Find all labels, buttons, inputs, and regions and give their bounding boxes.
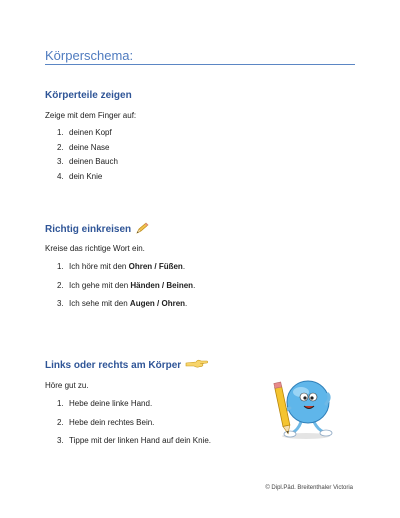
pencil-icon: [135, 222, 149, 237]
item-punctuation: .: [182, 262, 186, 271]
item-number: 3.: [57, 299, 64, 308]
list-item: [57, 418, 211, 437]
list-item: [57, 128, 118, 143]
item-text: dein Knie: [69, 171, 103, 181]
item-number: 3.: [57, 157, 64, 166]
section-heading-links-rechts: [45, 358, 209, 373]
item-text: Hebe dein rechtes Bein.: [69, 417, 155, 427]
item-punctuation: .: [193, 280, 196, 290]
list-item: [57, 436, 211, 455]
list-item: [57, 262, 195, 281]
item-number: 2.: [57, 142, 64, 152]
word-choice: Ohren / Füßen: [128, 262, 183, 271]
list-item: [57, 281, 195, 300]
list-item: [57, 299, 195, 318]
item-number: 3.: [57, 436, 64, 445]
copyright-footer: © Dipl.Päd. Breitenthaler Victoria: [265, 485, 353, 491]
list-item: [57, 399, 211, 418]
section-heading-text: Links oder rechts am Körper: [45, 360, 182, 371]
page-title: Körperschema:: [45, 48, 134, 63]
item-text: Hebe deine linke Hand.: [69, 399, 153, 408]
item-number: 4.: [57, 171, 64, 181]
item-number: 2.: [57, 280, 64, 290]
item-number: 2.: [57, 417, 64, 427]
section-heading-text: Körperteile zeigen: [45, 90, 132, 101]
exercise-list-3: [57, 399, 211, 455]
item-punctuation: .: [185, 299, 188, 308]
section-heading-koerperteile: [45, 90, 132, 101]
section-intro: Höre gut zu.: [45, 381, 89, 390]
item-text: Ich höre mit den: [69, 262, 129, 271]
item-text: Ich gehe mit den: [69, 280, 131, 290]
section-heading-text: Richtig einkreisen: [45, 224, 132, 235]
section-intro: Zeige mit dem Finger auf:: [45, 111, 137, 120]
item-text: Ich sehe mit den: [69, 299, 130, 308]
item-text: deinen Kopf: [69, 128, 112, 137]
cartoon-pencil-mascot-icon: [268, 372, 338, 447]
title-underline: [45, 64, 355, 65]
pointing-hand-icon: [185, 358, 209, 373]
list-item: [57, 172, 118, 187]
item-text: deine Nase: [69, 142, 110, 152]
item-text: deinen Bauch: [69, 157, 118, 166]
section-intro: Kreise das richtige Wort ein.: [45, 244, 145, 253]
section-heading-einkreisen: [45, 222, 149, 237]
word-choice: Händen / Beinen: [130, 280, 194, 290]
item-number: 1.: [57, 262, 64, 271]
item-text: Tippe mit der linken Hand auf dein Knie.: [69, 436, 212, 445]
exercise-list-1: [57, 128, 118, 186]
item-number: 1.: [57, 399, 64, 408]
list-item: [57, 143, 118, 158]
list-item: [57, 157, 118, 172]
item-number: 1.: [57, 128, 64, 137]
exercise-list-2: [57, 262, 195, 318]
word-choice: Augen / Ohren: [129, 299, 186, 308]
